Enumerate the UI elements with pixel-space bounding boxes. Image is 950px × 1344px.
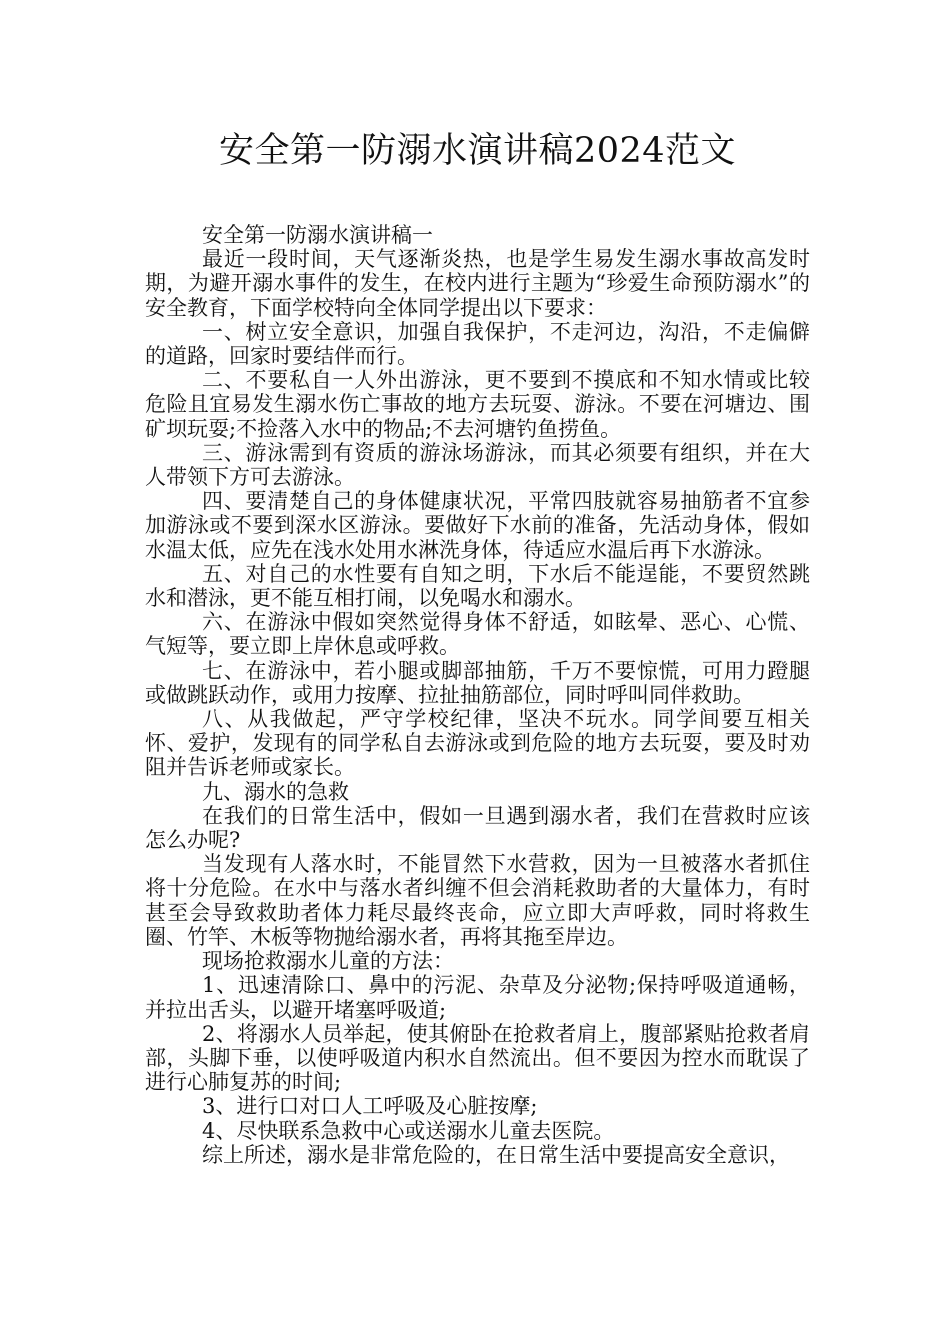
paragraph-method-2: 2、将溺水人员举起，使其俯卧在抢救者肩上，腹部紧贴抢救者肩部，头脚下垂，以使呼吸道内积水自然流出。但不要因为控水而耽误了进行心肺复苏的时间; — [145, 1021, 810, 1095]
document-body — [145, 223, 810, 1167]
document-title: 安全第一防溺水演讲稿2024范文 — [218, 131, 737, 171]
document-page — [145, 0, 810, 1344]
paragraph-heading: 安全第一防溺水演讲稿一 — [202, 223, 433, 247]
paragraph-item-7: 七、在游泳中，若小腿或脚部抽筋，千万不要惊慌，可用力蹬腿或做跳跃动作，或用力按摩、拉扯抽筋部位，同时呼叫同伴救助。 — [145, 658, 810, 707]
paragraph-item-9: 九、溺水的急救 — [202, 779, 349, 804]
paragraph-item-3: 三、游泳需到有资质的游泳场游泳，而其必须要有组织，并在大人带领下方可去游泳。 — [145, 440, 810, 490]
paragraph-method-1: 1、迅速清除口、鼻中的污泥、杂草及分泌物;保持呼吸道通畅，并拉出舌头，以避开堵塞呼吸道; — [145, 973, 810, 1022]
paragraph-item-4: 四、要清楚自己的身体健康状况，平常四肢就容易抽筋者不宜参加游泳或不要到深水区游泳。要做好下水前的准备，先活动身体，假如水温太低，应先在浅水处用水淋洗身体，待适应水温后再下水游泳。 — [145, 489, 810, 562]
paragraph-item-6: 六、在游泳中假如突然觉得身体不舒适，如眩晕、恶心、心慌、气短等，要立即上岸休息或呼救。 — [145, 610, 810, 659]
paragraph-method-4: 4、尽快联系急救中心或送溺水儿童去医院。 — [202, 1118, 615, 1143]
paragraph-intro: 最近一段时间，天气逐渐炎热，也是学生易发生溺水事故高发时期，为避开溺水事件的发生，在校内进行主题为“珍爱生命预防溺水”的安全教育，下面学校特向全体同学提出以下要求： — [145, 247, 810, 320]
paragraph-item-2: 二、不要私自一人外出游泳，更不要到不摸底和不知水情或比较危险且宜易发生溺水伤亡事故的地方去玩耍、游泳。不要在河塘边、围矿坝玩耍;不捡落入水中的物品;不去河塘钓鱼捞鱼。 — [145, 368, 810, 441]
paragraph-item-8: 八、从我做起，严守学校纪律，坚决不玩水。同学间要互相关怀、爱护，发现有的同学私自去游泳或到危险的地方去玩耍，要及时劝阻并告诉老师或家长。 — [145, 707, 810, 780]
paragraph-rescue-advice: 当发现有人落水时，不能冒然下水营救，因为一旦被落水者抓住将十分危险。在水中与落水者纠缠不但会消耗救助者的大量体力，有时甚至会导致救助者体力耗尽最终丧命，应立即大声呼救，同时将救生圈、竹竿、木板等物抛给溺水者，再将其拖至岸边。 — [145, 852, 810, 949]
paragraph-methods-heading: 现场抢救溺水儿童的方法： — [202, 949, 454, 974]
paragraph-item-1: 一、树立安全意识，加强自我保护，不走河边，沟沿，不走偏僻的道路，回家时要结伴而行。 — [145, 319, 810, 369]
paragraph-item-5: 五、对自己的水性要有自知之明，下水后不能逞能，不要贸然跳水和潜泳，更不能互相打闹，以免喝水和溺水。 — [145, 561, 810, 611]
paragraph-method-3: 3、进行口对口人工呼吸及心脏按摩; — [202, 1094, 538, 1119]
paragraph-rescue-question: 在我们的日常生活中，假如一旦遇到溺水者，我们在营救时应该怎么办呢? — [145, 803, 810, 853]
paragraph-summary: 综上所述，溺水是非常危险的，在日常生活中要提高安全意识， — [202, 1142, 790, 1167]
